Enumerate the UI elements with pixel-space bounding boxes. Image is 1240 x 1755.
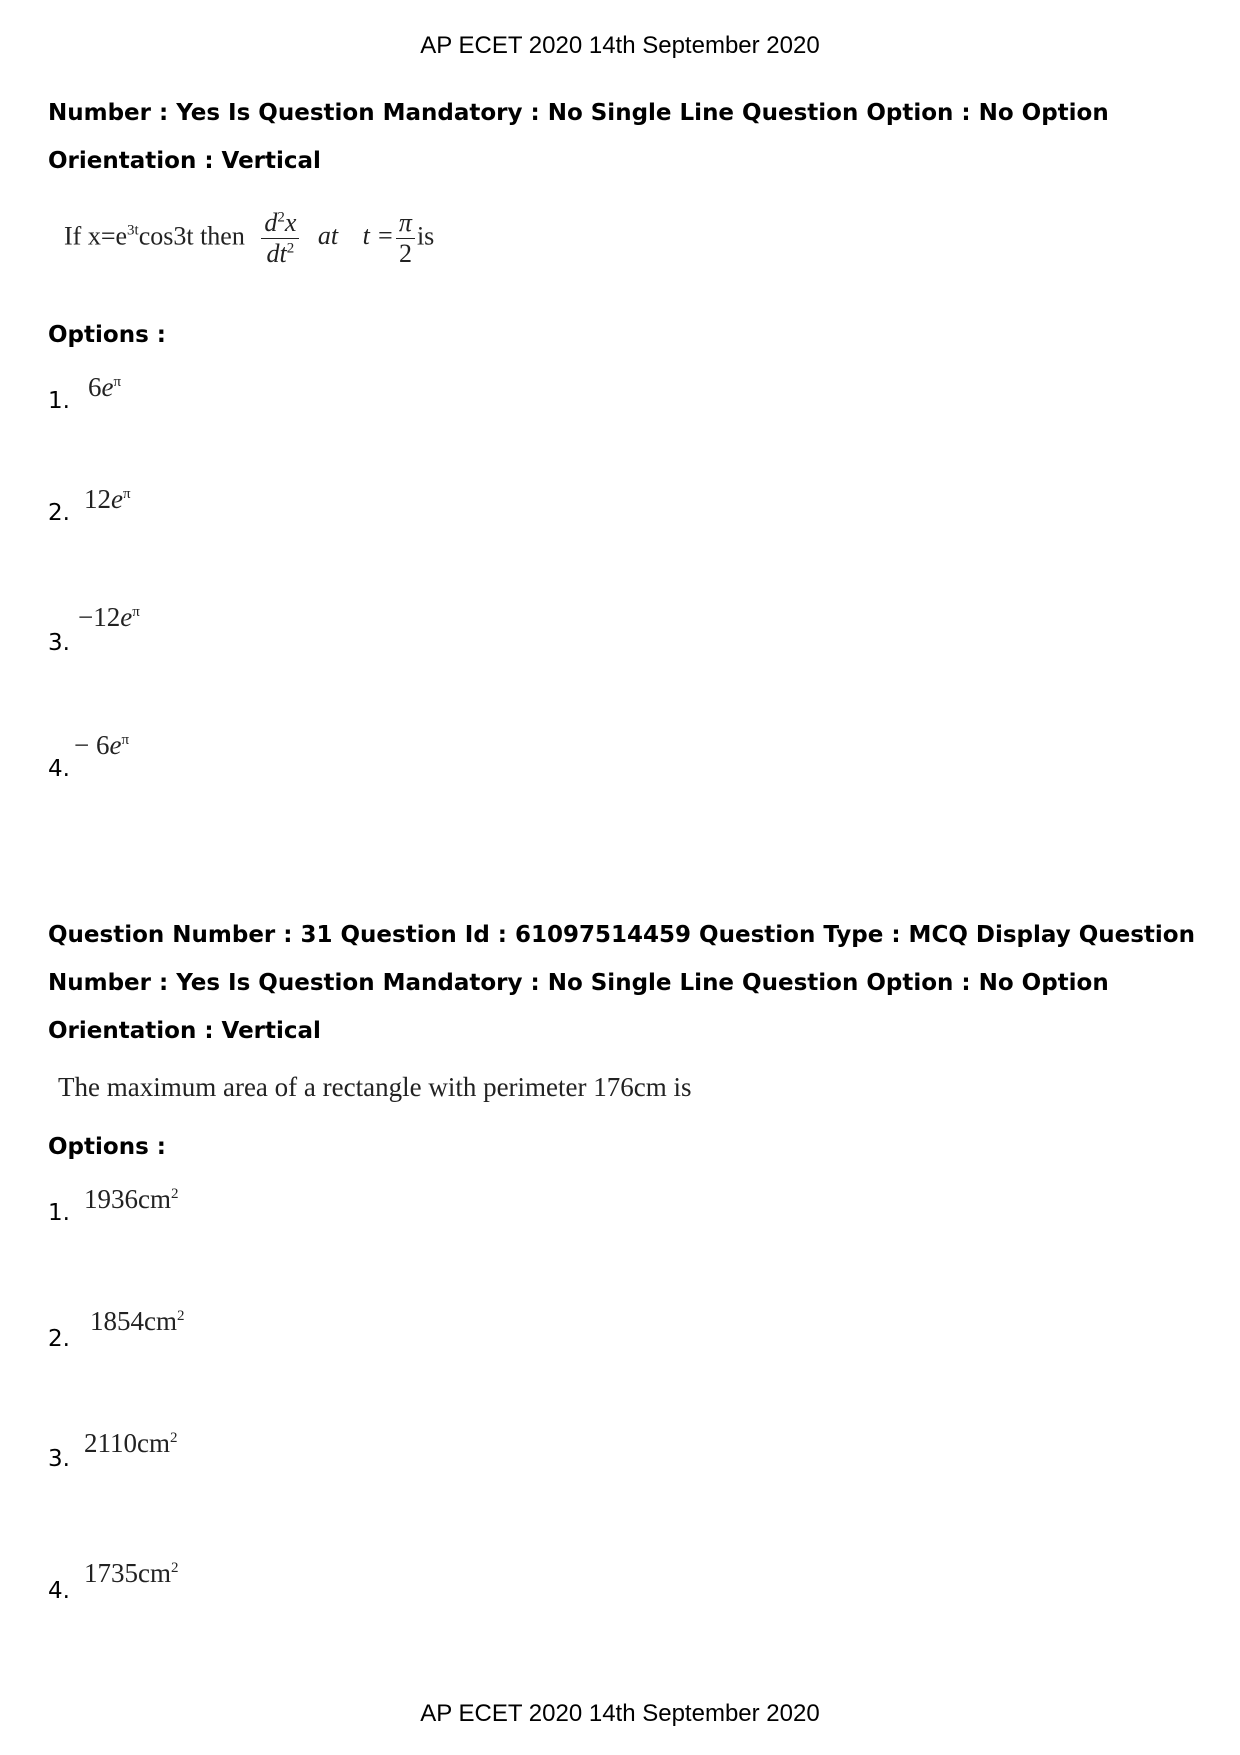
q30-option-4-number: 4. [48,756,70,782]
q30-frac-den-exp: 2 [286,240,295,257]
q30-option-3: $-12e^\pi$ [78,602,140,632]
q30-question-exponent: 3t [127,222,139,239]
q30-pi-fraction [396,208,415,269]
q31-option-2-number: 2. [48,1326,70,1352]
q30-derivative-fraction [261,208,299,269]
q30-t-equals: t = [362,221,394,251]
q31-option-1-number: 1. [48,1200,70,1226]
q31-options-label: Options : [48,1134,166,1160]
page-footer: AP ECET 2020 14th September 2020 [420,1700,820,1727]
q30-meta-line-3: Orientation : Vertical [48,148,321,174]
q31-question: The maximum area of a rectangle with perimeter 176cm is [58,1072,692,1102]
q31-meta-line-2: Number : Yes Is Question Mandatory : No Single Line Question Option : No Option [48,970,1109,996]
q30-option-2-number: 2. [48,500,70,526]
q30-frac-den: dt [266,238,287,268]
q31-meta-line-3: Orientation : Vertical [48,1018,321,1044]
q31-meta-line-1: Question Number : 31 Question Id : 61097514459 Question Type : MCQ Display Question [48,922,1195,948]
q30-frac-num-exp: 2 [277,209,285,226]
q30-question-middle: cos3t then [138,221,245,251]
q30-option-2: $12e^\pi$ [84,484,131,514]
q31-option-2: $1854cm^2$ [90,1306,185,1336]
q30-option-3-number: 3. [48,630,70,656]
q30-pi-den: 2 [398,238,412,268]
q30-pi: π [398,208,412,237]
q31-option-4: $1735cm^2$ [84,1558,179,1588]
q30-at: at [317,221,339,251]
page-header: AP ECET 2020 14th September 2020 [420,32,820,59]
q31-option-3: $2110cm^2$ [84,1428,178,1458]
q31-option-3-number: 3. [48,1446,70,1472]
q30-frac-num-d: d [264,208,278,237]
q30-frac-num-var: x [284,208,297,237]
q30-option-1-number: 1. [48,388,70,414]
q31-option-1: $1936cm^2$ [84,1184,179,1214]
q30-meta-line-2: Number : Yes Is Question Mandatory : No Single Line Question Option : No Option [48,100,1109,126]
q30-options-label: Options : [48,322,166,348]
q31-option-4-number: 4. [48,1578,70,1604]
q30-question [64,208,434,269]
q30-question-prefix: If x=e [64,221,128,251]
q30-option-4: − $6e^\pi$ [74,730,130,760]
q30-question-suffix: is [416,221,435,251]
q30-option-1: $6e^\pi$ [88,372,122,402]
